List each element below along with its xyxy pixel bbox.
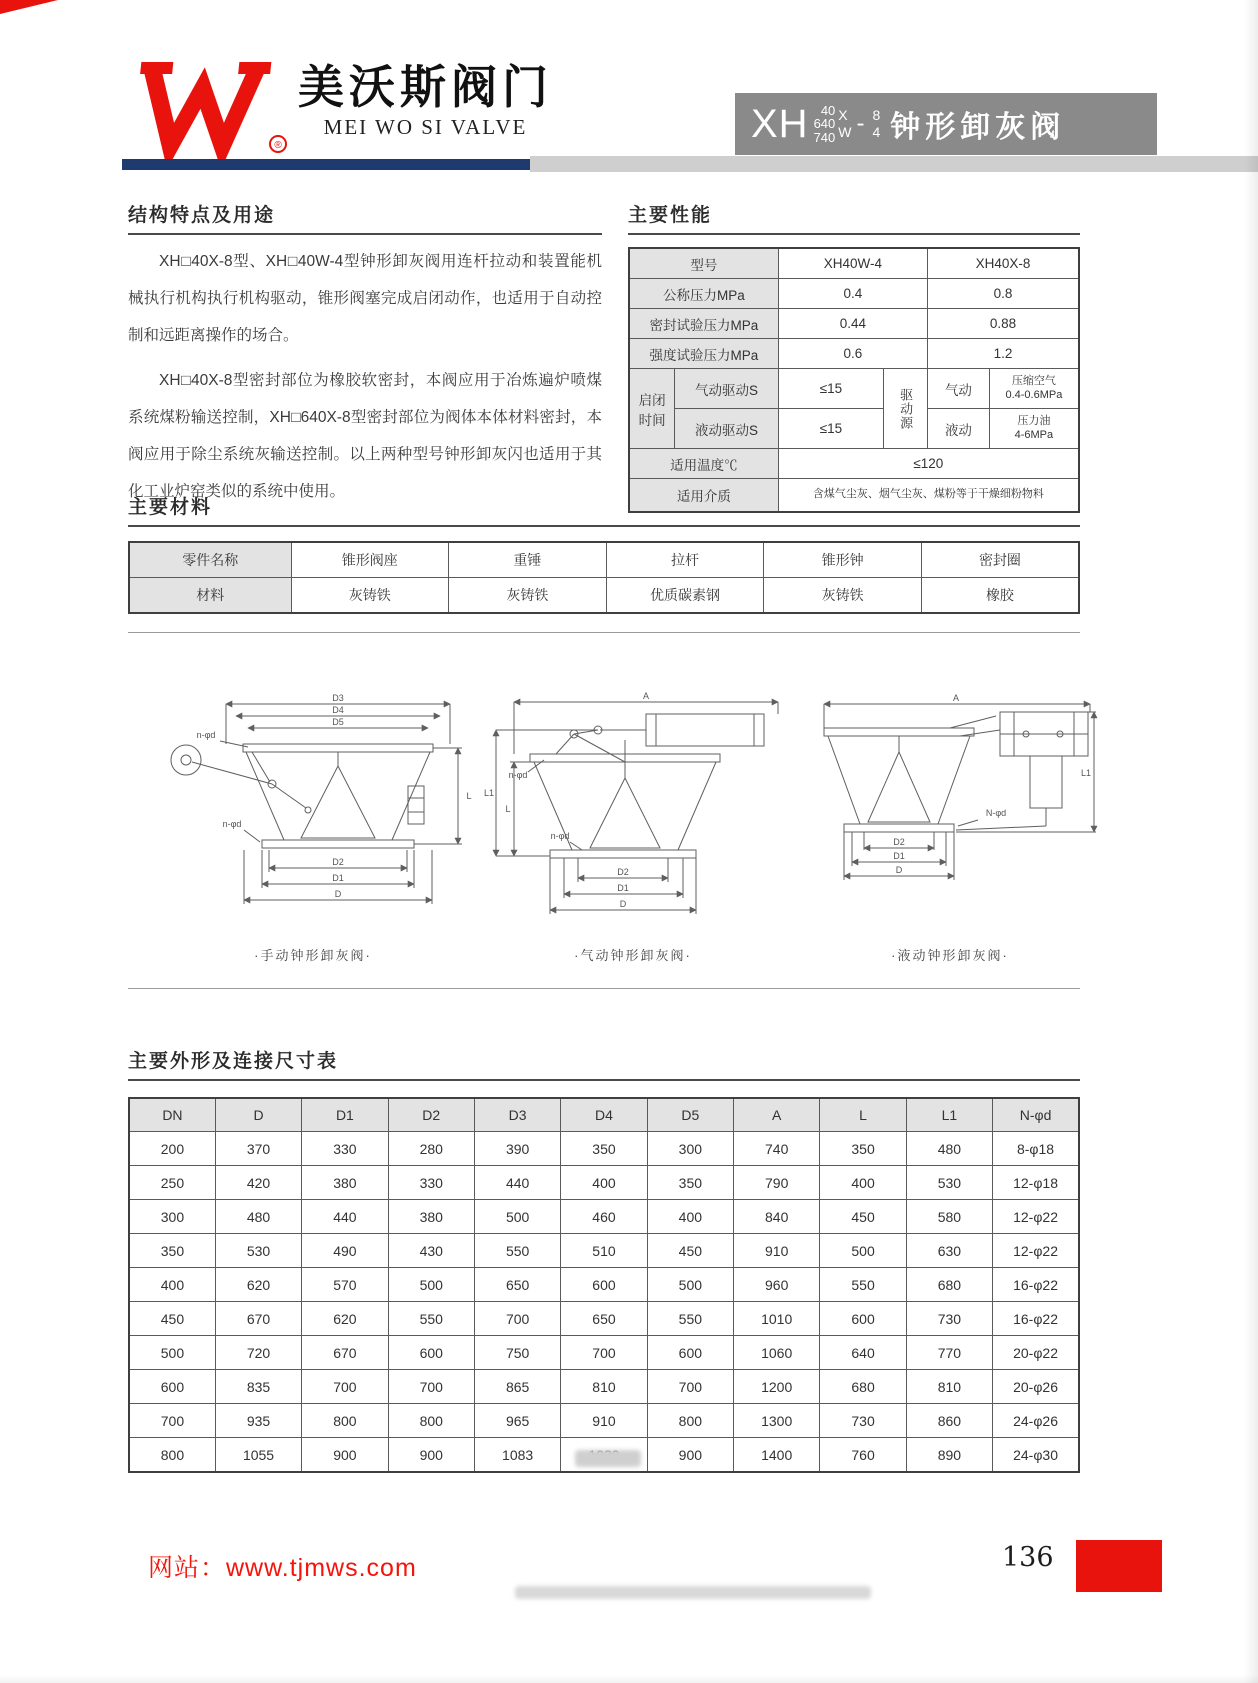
data-cell: 390 (474, 1132, 560, 1166)
perf-label-cell: 适用温度℃ (629, 449, 778, 479)
data-cell: 530 (906, 1166, 992, 1200)
data-cell: 370 (215, 1132, 301, 1166)
perf-cell: ≤120 (778, 449, 1079, 479)
data-cell: 350 (647, 1166, 733, 1200)
data-cell: 灰铸铁 (764, 578, 922, 614)
perf-label-cell: 适用介质 (629, 479, 778, 513)
data-cell: 350 (561, 1132, 647, 1166)
data-cell: 12-φ22 (993, 1200, 1079, 1234)
dim-label: D (619, 899, 627, 909)
data-cell: 640 (820, 1336, 906, 1370)
data-cell: 720 (215, 1336, 301, 1370)
data-cell: 600 (820, 1302, 906, 1336)
dimensions-table (128, 1097, 1080, 1473)
data-cell: 800 (647, 1404, 733, 1438)
column-header: D3 (474, 1098, 560, 1132)
website-text: 网站：www.tjmws.com (148, 1554, 417, 1582)
dimensions-title: 主要外形及连接尺寸表 (128, 1051, 339, 1072)
perf-label-cell: 气动驱动S (675, 369, 778, 409)
dim-label: D (334, 889, 342, 899)
data-cell: 900 (302, 1438, 388, 1473)
data-cell: 800 (302, 1404, 388, 1438)
features-section (128, 200, 602, 510)
header-navy-rule (122, 159, 546, 170)
perf-cell: 0.8 (928, 279, 1079, 309)
data-cell: 锥形阀座 (291, 542, 449, 578)
perf-label-cell: 液动驱动S (675, 409, 778, 449)
data-cell: 500 (647, 1268, 733, 1302)
data-cell: 935 (215, 1404, 301, 1438)
registered-mark: ® (274, 140, 282, 151)
dim-label: n-φd (222, 819, 242, 829)
brand-name-cn: 美沃斯阀门 (298, 60, 553, 114)
column-header: D5 (647, 1098, 733, 1132)
model-class-stack (873, 107, 881, 141)
data-cell: 400 (647, 1200, 733, 1234)
data-cell: 24-φ30 (993, 1438, 1079, 1473)
meiwosi-w-logo-icon (128, 56, 288, 160)
scan-smudge (515, 1586, 871, 1599)
product-title-bar (735, 93, 1157, 155)
features-title: 结构特点及用途 (128, 205, 276, 226)
data-cell: 400 (561, 1166, 647, 1200)
data-cell: 550 (820, 1268, 906, 1302)
data-cell: 350 (820, 1132, 906, 1166)
data-cell: 1055 (215, 1438, 301, 1473)
table-row (129, 1302, 1079, 1336)
data-cell: 16-φ22 (993, 1268, 1079, 1302)
dim-label: D2 (332, 857, 344, 867)
data-cell: 250 (129, 1166, 215, 1200)
column-header: L1 (906, 1098, 992, 1132)
materials-header-row (129, 542, 1079, 578)
drawing-caption: ·手动钟形卸灰阀· (254, 948, 372, 963)
data-cell: 730 (906, 1302, 992, 1336)
product-name: 钟形卸灰阀 (890, 111, 1066, 144)
dim-label: L (505, 804, 511, 814)
column-header: L (820, 1098, 906, 1132)
data-cell: 380 (388, 1200, 474, 1234)
data-cell: 910 (734, 1234, 820, 1268)
data-cell: 670 (302, 1336, 388, 1370)
data-cell: 480 (906, 1132, 992, 1166)
table-row (129, 1370, 1079, 1404)
materials-section (128, 492, 1080, 614)
dim-label: D1 (893, 851, 905, 861)
model-size: 640 (813, 116, 836, 132)
materials-title: 主要材料 (128, 497, 213, 518)
brand-name-en: MEI WO SI VALVE (323, 114, 528, 139)
perf-label-cell (629, 369, 675, 449)
data-cell: 790 (734, 1166, 820, 1200)
data-cell: 500 (474, 1200, 560, 1234)
data-cell: 760 (820, 1438, 906, 1473)
perf-cell: 1.2 (928, 339, 1079, 369)
table-row (129, 1200, 1079, 1234)
data-cell: 330 (388, 1166, 474, 1200)
data-cell: 橡胶 (921, 578, 1079, 614)
dim-label: D1 (332, 873, 344, 883)
data-cell: 重锤 (449, 542, 607, 578)
data-cell: 500 (129, 1336, 215, 1370)
column-header: D1 (302, 1098, 388, 1132)
data-cell: 550 (388, 1302, 474, 1336)
table-row (129, 1166, 1079, 1200)
brand-header (128, 56, 608, 166)
data-cell: 600 (647, 1336, 733, 1370)
data-cell: 960 (734, 1268, 820, 1302)
data-cell: 500 (820, 1234, 906, 1268)
dim-label: n-φd (196, 730, 216, 740)
data-cell: 480 (215, 1200, 301, 1234)
data-cell: 670 (215, 1302, 301, 1336)
dim-label: D3 (332, 693, 344, 703)
dim-label: D4 (332, 705, 344, 715)
section-rule (128, 1079, 1080, 1081)
data-cell: 280 (388, 1132, 474, 1166)
section-rule (128, 233, 602, 235)
data-cell: 965 (474, 1404, 560, 1438)
data-cell: 810 (561, 1370, 647, 1404)
data-cell: 530 (215, 1234, 301, 1268)
data-cell: 510 (561, 1234, 647, 1268)
column-header: D (215, 1098, 301, 1132)
data-cell: 835 (215, 1370, 301, 1404)
pneumatic-valve-diagram (478, 690, 788, 935)
data-cell: 20-φ22 (993, 1336, 1079, 1370)
drawing-manual-valve (148, 690, 478, 964)
data-cell: 800 (129, 1438, 215, 1473)
data-cell: 450 (129, 1302, 215, 1336)
data-cell: 400 (129, 1268, 215, 1302)
model-size: 40 (820, 102, 836, 118)
data-cell: 860 (906, 1404, 992, 1438)
dim-label: A (952, 693, 960, 703)
dimensions-section (128, 1046, 1080, 1473)
data-cell: 890 (906, 1438, 992, 1473)
data-cell: 650 (474, 1268, 560, 1302)
data-cell: 440 (474, 1166, 560, 1200)
data-cell: 450 (820, 1200, 906, 1234)
data-cell: 750 (474, 1336, 560, 1370)
data-cell: 900 (388, 1438, 474, 1473)
perf-cell: 0.4 (778, 279, 927, 309)
model-dash: - (856, 110, 865, 137)
drawing-caption: ·液动钟形卸灰阀· (891, 948, 1009, 963)
header-gray-band (530, 156, 1258, 172)
data-cell: 620 (215, 1268, 301, 1302)
hydraulic-valve-diagram (800, 690, 1100, 935)
data-cell: 1010 (734, 1302, 820, 1336)
dim-label: L1 (1080, 768, 1092, 778)
data-cell: 450 (647, 1234, 733, 1268)
dim-label: n-φd (550, 831, 570, 841)
table-row (129, 1268, 1079, 1302)
dim-label: D2 (617, 867, 629, 877)
data-cell: 灰铸铁 (291, 578, 449, 614)
perf-cell: ≤15 (778, 409, 883, 449)
data-cell: 灰铸铁 (449, 578, 607, 614)
data-cell: 700 (561, 1336, 647, 1370)
model-class: 4 (872, 124, 881, 140)
data-cell: 700 (302, 1370, 388, 1404)
data-cell: 300 (129, 1200, 215, 1234)
data-cell: 350 (129, 1234, 215, 1268)
perf-cell: 液动 (928, 409, 990, 449)
materials-value-row (129, 578, 1079, 614)
data-cell: 865 (474, 1370, 560, 1404)
perf-cell (989, 409, 1079, 449)
data-cell: 800 (388, 1404, 474, 1438)
perf-cell: 0.88 (928, 309, 1079, 339)
data-cell: 密封圈 (921, 542, 1079, 578)
dimensions-table-body (129, 1132, 1079, 1473)
data-cell: 1083 (474, 1438, 560, 1473)
table-row (129, 1336, 1079, 1370)
model-size: 740 (813, 129, 836, 145)
dim-label: D1 (617, 883, 629, 893)
dim-label: D (895, 865, 903, 875)
dim-label: A (642, 691, 650, 701)
data-cell: 740 (734, 1132, 820, 1166)
section-divider (128, 632, 1080, 633)
features-paragraph: XH□40X-8型、XH□40W-4型钟形卸灰阀用连杆拉动和装置能机械执行机构执行机构驱动，锥形阀塞完成启闭动作，也适用于自动控制和远距离操作的场合。 (128, 253, 602, 344)
data-cell: 440 (302, 1200, 388, 1234)
data-cell: 630 (906, 1234, 992, 1268)
perf-label-cell: 密封试验压力MPa (629, 309, 778, 339)
scan-smudge (575, 1450, 641, 1467)
scan-edge-shade (0, 1675, 1258, 1683)
data-cell: 12-φ22 (993, 1234, 1079, 1268)
section-rule (128, 525, 1080, 527)
scan-artifact-red (0, 0, 58, 14)
data-cell: 500 (388, 1268, 474, 1302)
model-type: X (838, 107, 848, 124)
data-cell: 550 (647, 1302, 733, 1336)
page-number: 136 (1002, 1542, 1054, 1573)
data-cell: 1200 (734, 1370, 820, 1404)
perf-label-cell: 型号 (629, 248, 778, 279)
dim-label: n-φd (508, 770, 528, 780)
data-cell: 460 (561, 1200, 647, 1234)
model-size-stack (814, 104, 836, 145)
perf-cell: 含煤气尘灰、烟气尘灰、煤粉等于干燥细粉物料 (778, 479, 1079, 513)
data-cell: 8-φ18 (993, 1132, 1079, 1166)
source-detail: 4-6MPa (1014, 428, 1054, 441)
perf-cell (989, 369, 1079, 409)
column-header: D4 (561, 1098, 647, 1132)
data-cell: 420 (215, 1166, 301, 1200)
data-cell: 200 (129, 1132, 215, 1166)
data-cell: 24-φ26 (993, 1404, 1079, 1438)
data-cell: 拉杆 (606, 542, 764, 578)
model-type-stack (838, 107, 851, 141)
model-class: 8 (872, 107, 881, 124)
time-label-top: 启闭 (638, 392, 666, 408)
column-header: N-φd (993, 1098, 1079, 1132)
data-cell: 600 (388, 1336, 474, 1370)
perf-cell: 0.6 (778, 339, 927, 369)
data-cell: 810 (906, 1370, 992, 1404)
materials-table (128, 541, 1080, 614)
drive-source-cell: 驱动源 (884, 369, 928, 449)
time-label-bottom: 时间 (638, 412, 666, 428)
model-code: XH (751, 101, 809, 146)
dim-label: L1 (483, 788, 495, 798)
dim-label: L (466, 791, 472, 801)
table-row (129, 1132, 1079, 1166)
row-label-cell: 零件名称 (129, 542, 291, 578)
data-cell: 400 (820, 1166, 906, 1200)
data-cell: 12-φ18 (993, 1166, 1079, 1200)
drawing-caption: ·气动钟形卸灰阀· (574, 948, 692, 963)
data-cell: 650 (561, 1302, 647, 1336)
row-label-cell: 材料 (129, 578, 291, 614)
source-detail: 压缩空气 (1011, 374, 1056, 387)
perf-cell: XH40W-4 (778, 248, 927, 279)
table-row (129, 1234, 1079, 1268)
features-paragraph: XH□40X-8型密封部位为橡胶软密封，本阀应用于冶炼遍炉喷煤系统煤粉输送控制，XH□640X-8型密封部位为阀体本体材料密封，本阀应用于除尘系统灰输送控制。以上两种型号钟形卸灰闪也适用于其化工业炉窑类似的系统中使用。 (128, 372, 602, 500)
data-cell: 1300 (734, 1404, 820, 1438)
data-cell: 300 (647, 1132, 733, 1166)
data-cell: 620 (302, 1302, 388, 1336)
scan-edge-shade (1244, 0, 1258, 1683)
data-cell: 380 (302, 1166, 388, 1200)
data-cell: 1060 (734, 1336, 820, 1370)
performance-section (628, 200, 1080, 513)
data-cell: 840 (734, 1200, 820, 1234)
data-cell: 锥形钟 (764, 542, 922, 578)
performance-table (628, 247, 1080, 513)
perf-cell: XH40X-8 (928, 248, 1079, 279)
perf-label-cell: 公称压力MPa (629, 279, 778, 309)
section-divider (128, 988, 1080, 989)
data-cell: 600 (561, 1268, 647, 1302)
data-cell: 680 (820, 1370, 906, 1404)
column-header: DN (129, 1098, 215, 1132)
column-header: D2 (388, 1098, 474, 1132)
data-cell: 490 (302, 1234, 388, 1268)
data-cell: 570 (302, 1268, 388, 1302)
dimensions-header-row (129, 1098, 1079, 1132)
data-cell: 330 (302, 1132, 388, 1166)
source-detail: 压力油 (1017, 414, 1051, 427)
data-cell: 580 (906, 1200, 992, 1234)
data-cell: 700 (388, 1370, 474, 1404)
manual-valve-diagram (148, 690, 478, 935)
data-cell: 550 (474, 1234, 560, 1268)
data-cell: 20-φ26 (993, 1370, 1079, 1404)
perf-cell: 气动 (928, 369, 990, 409)
dim-label: D2 (893, 837, 905, 847)
table-row (129, 1404, 1079, 1438)
perf-cell: ≤15 (778, 369, 883, 409)
data-cell: 16-φ22 (993, 1302, 1079, 1336)
data-cell: 900 (647, 1438, 733, 1473)
data-cell: 600 (129, 1370, 215, 1404)
data-cell: 700 (474, 1302, 560, 1336)
model-type: W (838, 124, 852, 140)
data-cell: 910 (561, 1404, 647, 1438)
source-detail: 0.4-0.6MPa (1005, 388, 1063, 401)
data-cell: 730 (820, 1404, 906, 1438)
data-cell: 1400 (734, 1438, 820, 1473)
dim-label: D5 (332, 717, 344, 727)
data-cell: 700 (129, 1404, 215, 1438)
perf-label-cell: 强度试验压力MPa (629, 339, 778, 369)
dim-label: N-φd (985, 808, 1007, 818)
performance-title: 主要性能 (628, 205, 713, 226)
drawing-pneumatic-valve (478, 690, 788, 964)
data-cell: 优质碳素钢 (606, 578, 764, 614)
perf-cell: 0.44 (778, 309, 927, 339)
data-cell: 430 (388, 1234, 474, 1268)
drawing-hydraulic-valve (800, 690, 1100, 964)
data-cell: 680 (906, 1268, 992, 1302)
column-header: A (734, 1098, 820, 1132)
data-cell: 770 (906, 1336, 992, 1370)
footer-red-block (1076, 1540, 1162, 1592)
data-cell: 700 (647, 1370, 733, 1404)
section-rule (628, 233, 1080, 235)
